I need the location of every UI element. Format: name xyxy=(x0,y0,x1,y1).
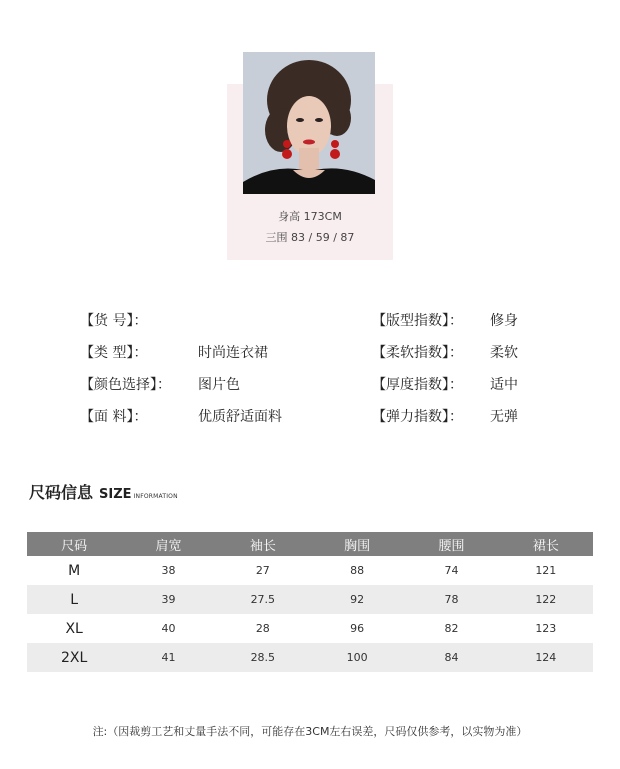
cell-sleeve: 27 xyxy=(255,564,270,577)
cell-bust: 96 xyxy=(350,622,365,635)
spec-value-thickness: 适中 xyxy=(490,377,518,393)
cell-length: 123 xyxy=(535,622,557,635)
header-sleeve: 袖长 xyxy=(216,532,310,556)
spec-value-type: 时尚连衣裙 xyxy=(198,345,268,361)
cell-size: M xyxy=(68,562,81,579)
size-table xyxy=(27,532,593,672)
spec-label-fabric: 【面 料】： xyxy=(80,409,148,425)
header-bust: 胸围 xyxy=(310,532,404,556)
header-size: 尺码 xyxy=(27,532,121,556)
cell-bust: 100 xyxy=(310,643,404,672)
cell-length: 121 xyxy=(535,564,557,577)
spec-value-color: 图片色 xyxy=(198,377,240,393)
spec-value-softness: 柔软 xyxy=(490,345,518,361)
cell-waist: 82 xyxy=(444,622,459,635)
spec-value-elasticity: 无弹 xyxy=(490,409,518,425)
cell-shoulder: 38 xyxy=(161,564,176,577)
size-section-title xyxy=(29,480,178,503)
spec-label-softness: 【柔软指数】： xyxy=(372,345,463,361)
cell-size: L xyxy=(27,585,121,614)
cell-bust: 88 xyxy=(350,564,365,577)
spec-label-type: 【类 型】： xyxy=(80,345,148,361)
spec-label-item-no: 【货 号】： xyxy=(80,313,148,329)
cell-length: 124 xyxy=(499,643,593,672)
model-height: 身高 173CM xyxy=(278,210,342,223)
size-disclaimer: 注:（因裁剪工艺和丈量手法不同，可能存在3CM左右误差，尺码仅供参考，以实物为准） xyxy=(92,725,528,738)
spec-value-fit: 修身 xyxy=(490,313,518,329)
cell-size: XL xyxy=(65,620,83,637)
model-measurements: 三围 83 / 59 / 87 xyxy=(265,231,355,244)
spec-value-fabric: 优质舒适面料 xyxy=(198,409,282,425)
size-title-en-small: INFORMATION xyxy=(133,493,178,500)
table-row xyxy=(27,614,593,643)
header-waist: 腰围 xyxy=(404,532,498,556)
table-row xyxy=(27,556,593,585)
cell-shoulder: 39 xyxy=(121,585,215,614)
spec-label-fit: 【版型指数】： xyxy=(372,313,463,329)
cell-shoulder: 41 xyxy=(121,643,215,672)
cell-bust: 92 xyxy=(310,585,404,614)
cell-sleeve: 28 xyxy=(255,622,270,635)
header-shoulder: 肩宽 xyxy=(121,532,215,556)
spec-label-thickness: 【厚度指数】： xyxy=(372,377,463,393)
cell-shoulder: 40 xyxy=(161,622,176,635)
header-length: 裙长 xyxy=(499,532,593,556)
cell-size: 2XL xyxy=(27,643,121,672)
model-photo xyxy=(243,52,375,194)
cell-waist: 74 xyxy=(444,564,459,577)
spec-label-color: 【颜色选择】： xyxy=(80,377,171,393)
table-row xyxy=(27,585,593,614)
cell-length: 122 xyxy=(499,585,593,614)
cell-sleeve: 28.5 xyxy=(216,643,310,672)
spec-label-elasticity: 【弹力指数】： xyxy=(372,409,463,425)
cell-waist: 78 xyxy=(404,585,498,614)
size-title-cn: 尺码信息 xyxy=(29,483,94,502)
size-table-header-row xyxy=(27,532,593,556)
size-title-en: SIZE xyxy=(99,487,132,502)
cell-waist: 84 xyxy=(404,643,498,672)
table-row xyxy=(27,643,593,672)
cell-sleeve: 27.5 xyxy=(216,585,310,614)
